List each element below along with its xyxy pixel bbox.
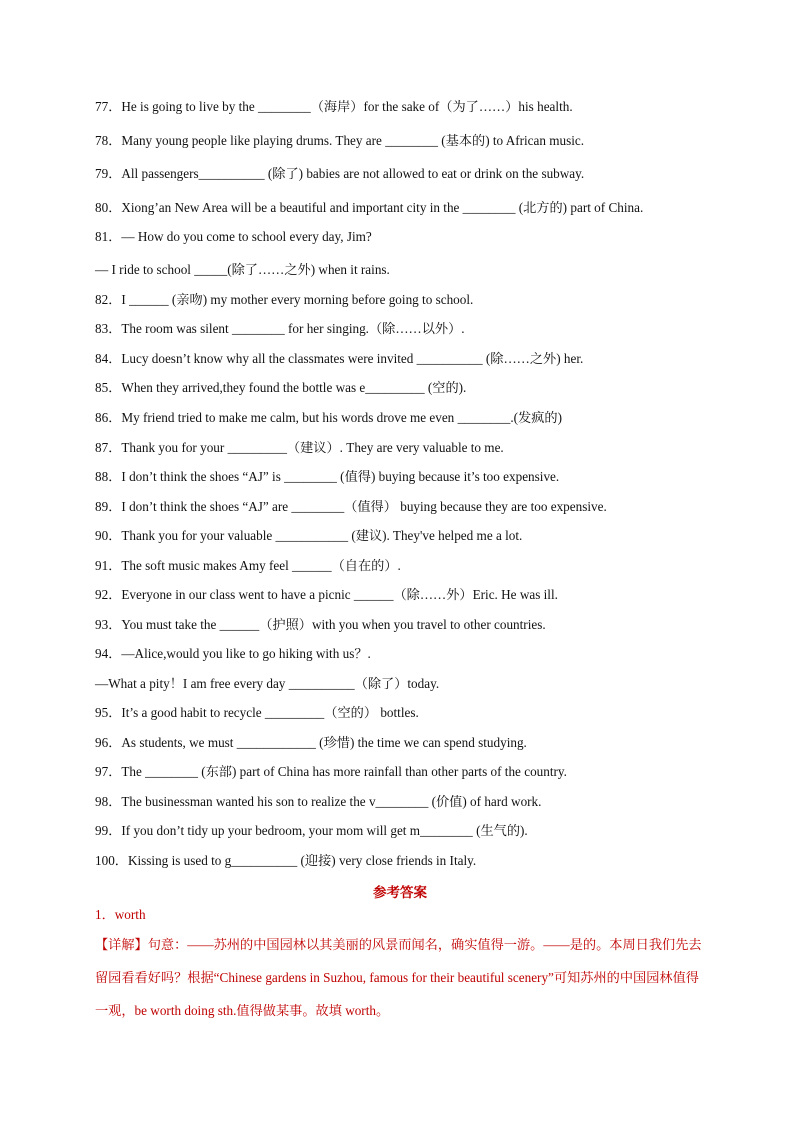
question-77: 77．He is going to live by the ________（海岸）for the sake of（为了……）his health. (95, 99, 573, 114)
question-86: 86．My friend tried to make me calm, but his words drove me even ________.(发疯的) (95, 410, 562, 425)
question-91: 91．The soft music makes Amy feel ______（自在的）. (95, 558, 401, 573)
question-88: 88．I don’t think the shoes “AJ” is ________ (值得) buying because it’s too expensive. (95, 469, 560, 484)
question-81: 81．— How do you come to school every day, Jim? (95, 229, 372, 244)
question-99: 99．If you don’t tidy up your bedroom, your mom will get m________ (生气的). (95, 823, 528, 838)
question-100: 100．Kissing is used to g__________ (迎接) very close friends in Italy. (95, 853, 477, 868)
question-82: 82．I ______ (亲吻) my mother every morning before going to school. (95, 292, 474, 307)
answer-1-explanation: 【详解】句意：——苏州的中国园林以其美丽的风景而闻名，确实值得一游。——是的。本周日我们先去留园看看好吗？根据“Chinese gardens in Suzhou, famous for their beautiful scenery”可知苏州的中国园林值得一观，be worth doing sth.值得做某事。故填 worth。 (95, 937, 702, 1018)
question-97: 97．The ________ (东部) part of China has more rainfall than other parts of the country. (95, 764, 567, 779)
answer-1: 1．worth (95, 907, 146, 922)
question-87: 87．Thank you for your _________（建议）. They are very valuable to me. (95, 440, 504, 455)
question-89: 89．I don’t think the shoes “AJ” are ________（值得） buying because they are too expensive. (95, 499, 607, 514)
question-80: 80．Xiong’an New Area will be a beautiful and important city in the ________ (北方的) part of China. (95, 200, 644, 215)
question-79: 79．All passengers__________ (除了) babies are not allowed to eat or drink on the subway. (95, 166, 585, 181)
question-94: 94．—Alice,would you like to go hiking with us？. (95, 646, 371, 661)
question-90: 90．Thank you for your valuable ___________ (建议). They've helped me a lot. (95, 528, 523, 543)
question-92: 92．Everyone in our class went to have a picnic ______（除……外）Eric. He was ill. (95, 587, 558, 602)
question-78: 78．Many young people like playing drums. They are ________ (基本的) to African music. (95, 133, 585, 148)
question-98: 98．The businessman wanted his son to realize the v________ (价值) of hard work. (95, 794, 542, 809)
question-96: 96．As students, we must ____________ (珍惜) the time we can spend studying. (95, 735, 527, 750)
question-84: 84．Lucy doesn’t know why all the classmates were invited __________ (除……之外) her. (95, 351, 584, 366)
question-85: 85．When they arrived,they found the bottle was e_________ (空的). (95, 380, 467, 395)
question-93: 93．You must take the ______（护照）with you when you travel to other countries. (95, 617, 546, 632)
answers-title: 参考答案 (373, 885, 427, 900)
question-95: 95．It’s a good habit to recycle _________（空的） bottles. (95, 705, 419, 720)
question-83: 83．The room was silent ________ for her singing.（除……以外）. (95, 321, 465, 336)
question-81-reply: — I ride to school _____(除了……之外) when it rains. (95, 262, 390, 277)
question-94-reply: —What a pity！I am free every day __________（除了）today. (95, 676, 440, 691)
